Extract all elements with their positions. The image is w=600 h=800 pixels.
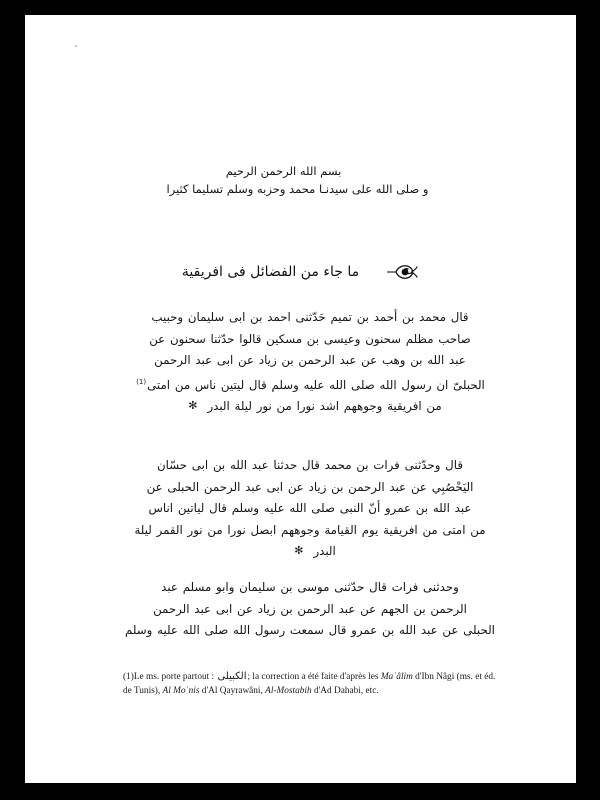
paragraph-end-mark: ✻: [188, 398, 198, 412]
text-line: الرحمن بن الجهم عن عبد الرحمن بن زياد عن ابى عبد الرحمن: [153, 601, 467, 616]
footnote-arabic-term: الكبيلى: [217, 671, 247, 682]
text-line: الحبلىّ ان رسول الله صلى الله عليه وسلم قال ليتين ناس من امتى: [147, 377, 485, 392]
text-line-with-footnote-ref: [120, 372, 500, 396]
text-line: البدر: [313, 544, 336, 558]
chapter-title: ما جاء من الفضائل فى افريقية: [181, 264, 360, 280]
text-line: صاحب مظلم سحنون وعيسى بن مسكين قالوا حدّثنا سحنون عن: [149, 331, 471, 346]
text-line: قال محمد بن أحمد بن تميم حَدّثنى احمد بن ابى سليمان وحبيب: [151, 310, 469, 324]
footnote-text-segment: Le ms. porte partout :: [133, 672, 217, 682]
text-line: وحدثنى فرات قال حدّثنى موسى بن سليمان وابو مسلم عبد: [161, 580, 459, 594]
text-line: الحبلى عن عبد الله بن عمرو قال سمعت رسول الله صلى الله عليه وسلم: [125, 623, 495, 637]
footnote-marker: (1): [123, 672, 134, 682]
footnote-text-segment: d'Al Qayrawâni,: [199, 686, 266, 697]
invocation-block: [25, 163, 576, 199]
narrative-paragraph: [120, 455, 500, 563]
text-line: اليَحْصُبِي عن عبد الرحمن بن زياد عن ابى عبد الرحمن الحبلى عن: [146, 479, 474, 494]
basmala-line: بسم الله الرحمن الرحيم: [225, 164, 342, 178]
text-line: قال وحدّثنى فرات بن محمد قال حدثنا عبد الله بن ابى حسّان: [156, 458, 463, 472]
text-line: عبد الله بن عمرو أنّ النبى صلى الله عليه وسلم قال لياتين اناس: [148, 501, 472, 515]
footnote-first-line: [123, 672, 495, 696]
chapter-heading: [25, 263, 576, 281]
footnote-text-segment: d'Ibn Nâgi (ms. et éd. de Tunis),: [123, 672, 496, 697]
footnote-text-segment: ; la correction a été faite d'après les: [247, 672, 381, 682]
scan-speck: [75, 45, 77, 47]
salawat-line: و صلى الله على سيدنـا محمد وحزبه وسلم تسليما كثيرا: [166, 181, 429, 196]
arabesque-ornament-icon: [385, 263, 419, 281]
narrative-paragraph: [120, 577, 500, 642]
text-line-final: [120, 541, 500, 563]
scanned-page: [25, 15, 576, 783]
text-line: من افريقية وجوههم اشد نورا من نور ليلة البدر: [207, 398, 442, 413]
footnote-text-segment: d'Ad Dahabi, etc.: [311, 686, 379, 697]
narrative-paragraph: [120, 307, 500, 417]
footnote-block: [123, 670, 505, 698]
footnote-cited-title: Al Moʿnis: [162, 686, 200, 697]
footnote-cited-title: Al-Mostabih: [265, 686, 312, 697]
text-line-final: [120, 396, 500, 418]
footnote-reference-marker[interactable]: (1): [136, 377, 147, 386]
paragraph-end-mark: ✻: [294, 544, 304, 557]
text-line: من امتى من افريقية يوم القيامة وجوههم ابصل نورا من نور القمر ليلة: [134, 522, 486, 537]
text-line: عبد الله بن وهب عن عبد الرحمن بن زياد عن ابى عبد الرحمن: [154, 353, 466, 367]
footnote-cited-title: Maʿâlim: [380, 672, 413, 682]
